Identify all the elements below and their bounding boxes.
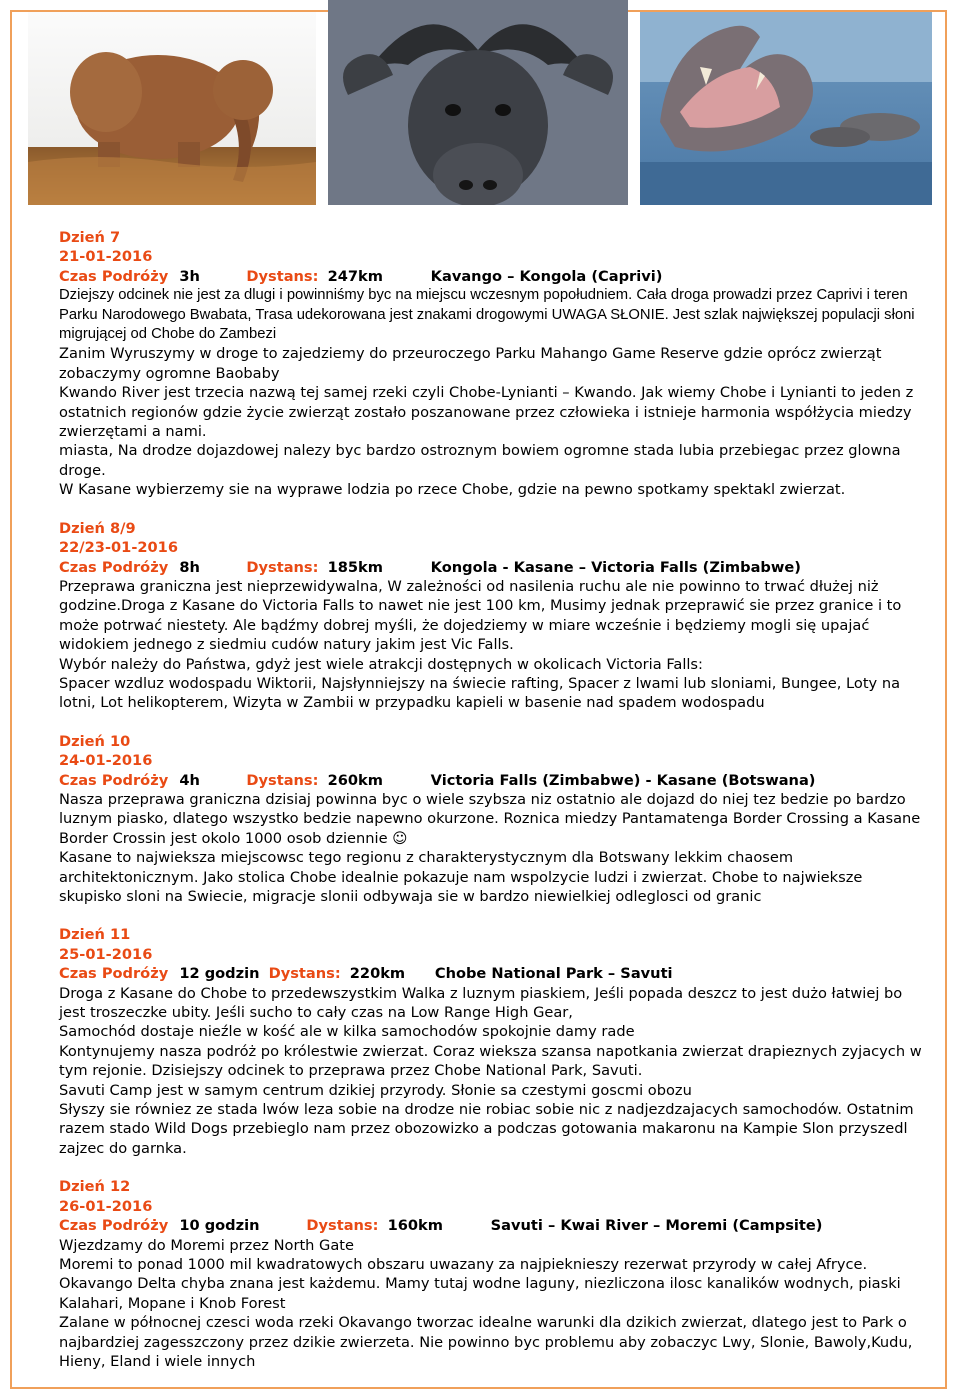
elephant-photo [28, 12, 316, 205]
paragraph: Spacer wzdluz wodospadu Wiktorii, Najsłynniejszy na świecie rafting, Spacer z lwami lub sloniami, Bungee, Loty na lotni, Lot helikopterem, Wizyta w Zambii w przypadku kapieli w basenie nad spadem wodospadu [59, 674, 901, 712]
day-section [59, 925, 925, 1158]
time-label: Czas Podróży [59, 771, 169, 789]
time-label: Czas Podróży [59, 267, 169, 285]
time-value: 12 godzin [179, 965, 260, 983]
distance-value: 185km [327, 558, 383, 576]
day-date: 26-01-2016 [59, 1197, 153, 1215]
route: Savuti – Kwai River – Moremi (Campsite) [490, 1217, 823, 1235]
buffalo-photo [328, 0, 628, 205]
distance-value: 247km [327, 267, 383, 285]
day-meta [59, 558, 925, 577]
distance-label: Dystans: [246, 771, 319, 789]
paragraph: miasta, Na drodze dojazdowej nalezy byc bardzo ostroznym bowiem ogromne stada lubia przebiegac przez glowna droge. [59, 442, 901, 479]
photo-strip [0, 0, 960, 205]
route: Kongola - Kasane – Victoria Falls (Zimbabwe) [430, 558, 801, 576]
paragraph: Zalane w północnej czesci woda rzeki Okavango tworzac idealne warunki dla dzikich zwierzat, dlatego jest to Park o najbardziej zagesszczony przez dzikie zwierzeta. Nie powinno byc problemu aby zobaczyc Lwy, Slonie, Bawoly,Kudu, Hieny, Eland i wiele innych [59, 1314, 913, 1370]
paragraph: Słyszy sie równiez ze stada lwów leza sobie na drodze nie robiac sobie nic z nadjezdzajacych samochodów. Ostatnim razem stado Wild Dogs przebieglo nam przez obozowizko a podczas gotowania makaronu na Kampie Slon przyszedl zajzec do garnka. [59, 1101, 914, 1157]
day-title: Dzień 8/9 [59, 519, 136, 537]
day-section [59, 732, 925, 907]
distance-label: Dystans: [306, 1217, 379, 1235]
itinerary [59, 228, 925, 1390]
day-date: 25-01-2016 [59, 945, 153, 963]
day-meta [59, 267, 925, 286]
paragraph: Wjezdzamy do Moremi przez North Gate [59, 1236, 355, 1254]
day-meta [59, 771, 925, 790]
hippo-photo [640, 12, 932, 205]
paragraph: Przeprawa graniczna jest nieprzewidywalna, W zależności od nasilenia ruchu ale nie powinno to trwać dłużej niż godzine.Droga z Kasane do Victoria Falls to nawet nie jest 100 km, Musimy jednak przeprawić sie przez granice i to może potrwać niestety. Ale bądźmy dobrej myśli, że dojedziemy w miare wcześnie i będziemy mogli się upajać widokiem jednego z siedmiu cudów natury jakim jest Vic Falls. [59, 577, 902, 654]
paragraph: Droga z Kasane do Chobe to przedewszystkim Walka z luznym piaskiem, Jeśli popada deszcz to jest dużo łatwiej bo jest troszeczke ubity. Jeśli sucho to cały czas na Low Range High Gear, [59, 984, 903, 1022]
day-section [59, 228, 925, 500]
day-section [59, 1177, 925, 1371]
day-title: Dzień 11 [59, 926, 131, 944]
day-title: Dzień 7 [59, 229, 121, 246]
time-value: 4h [179, 771, 200, 789]
day-title: Dzień 10 [59, 732, 131, 750]
distance-label: Dystans: [268, 965, 341, 983]
paragraph: Kasane to najwieksza miejscowsc tego regionu z charakterystycznym dla Botswany lekkim chaosem architektonicznym. Jako stolica Chobe idealnie pokazuje nam wspolzycie ludzi i zwierzat. Chobe to najwieksze skupisko sloni na Swiecie, migracje slonii odbywaja sie w bardzo niewielkiej odleglosci od granic [59, 849, 863, 905]
paragraph: W Kasane wybierzemy sie na wyprawe lodzia po rzece Chobe, gdzie na pewno spotkamy spektakl zwierzat. [59, 481, 846, 499]
paragraph: Nasza przeprawa graniczna dzisiaj powinna byc o wiele szybsza niz ostatnio ale dojazd do niej tez bedzie po bardzo luznym piasko, dlatego wszystko bedzie napewno okurzone. Roznica miedzy Pantamatenga Border Crossing a Kasane Border Crossin jest okolo 1000 osob dziennie ☺ [59, 790, 921, 847]
time-value: 8h [179, 558, 200, 576]
day-date: 22/23-01-2016 [59, 539, 178, 557]
paragraph: Zanim Wyruszymy w droge to zajedziemy do przeuroczego Parku Mahango Game Reserve gdzie oprócz zwierząt zobaczymy ogromne Baobaby [59, 345, 882, 382]
day-section [59, 519, 925, 713]
paragraph: Wybór należy do Państwa, gdyż jest wiele atrakcji dostępnych w okolicach Victoria Falls: [59, 655, 703, 673]
day-meta [59, 964, 925, 983]
distance-value: 260km [327, 771, 383, 789]
paragraph: Samochód dostaje nieźle w kość ale w kilka samochodów spokojnie damy rade [59, 1023, 635, 1041]
time-value: 3h [179, 267, 200, 285]
distance-value: 220km [349, 965, 406, 983]
distance-label: Dystans: [246, 267, 319, 285]
day-meta [59, 1216, 925, 1235]
time-value: 10 godzin [179, 1217, 260, 1235]
day-title: Dzień 12 [59, 1178, 131, 1196]
paragraph: Kwando River jest trzecia nazwą tej samej rzeki czyli Chobe-Lynianti – Kwando. Jak wiemy Chobe i Lynianti to jeden z ostatnich regionów gdzie życie zwierząt zostało poszanowane przez człowieka i istnieje harmonia współżycia miedzy zwierzętami a nami. [59, 384, 914, 441]
paragraph: Dziejszy odcinek nie jest za dlugi i powinniśmy byc na miejscu wczesnym popołudniem. Cała droga prowadzi przez Caprivi i teren Parku Narodowego Bwabata, Trasa udekorowana jest znakami drogowymi UWAGA SŁONIE. Jest szlak największej populacji słoni migrującej od Chobe do Zambezi [59, 287, 915, 343]
time-label: Czas Podróży [59, 965, 169, 983]
distance-value: 160km [387, 1217, 443, 1235]
route: Victoria Falls (Zimbabwe) - Kasane (Botswana) [430, 771, 816, 789]
paragraph: Moremi to ponad 1000 mil kwadratowych obszaru uwazany za najpieknieszy rezerwat przyrody w całej Afryce. Okavango Delta chyba znana jest każdemu. Mamy tutaj wodne laguny, niezliczona ilosc kanalików wodnych, piaski Kalahari, Mopane i Knob Forest [59, 1255, 901, 1312]
distance-label: Dystans: [246, 558, 319, 576]
time-label: Czas Podróży [59, 558, 169, 576]
paragraph: Savuti Camp jest w samym centrum dzikiej przyrody. Słonie sa czestymi goscmi obozu [59, 1081, 692, 1099]
route: Chobe National Park – Savuti [434, 965, 673, 983]
time-label: Czas Podróży [59, 1217, 169, 1235]
day-date: 24-01-2016 [59, 752, 153, 770]
paragraph: Kontynujemy nasza podróż po królestwie zwierzat. Coraz wieksza szansa napotkania zwierzat drapieznych zyjacych w tym rejonie. Dzisiejszy odcinek to przeprawa przez Chobe National Park, Savuti. [59, 1042, 922, 1080]
route: Kavango – Kongola (Caprivi) [430, 267, 663, 285]
day-date: 21-01-2016 [59, 248, 153, 266]
